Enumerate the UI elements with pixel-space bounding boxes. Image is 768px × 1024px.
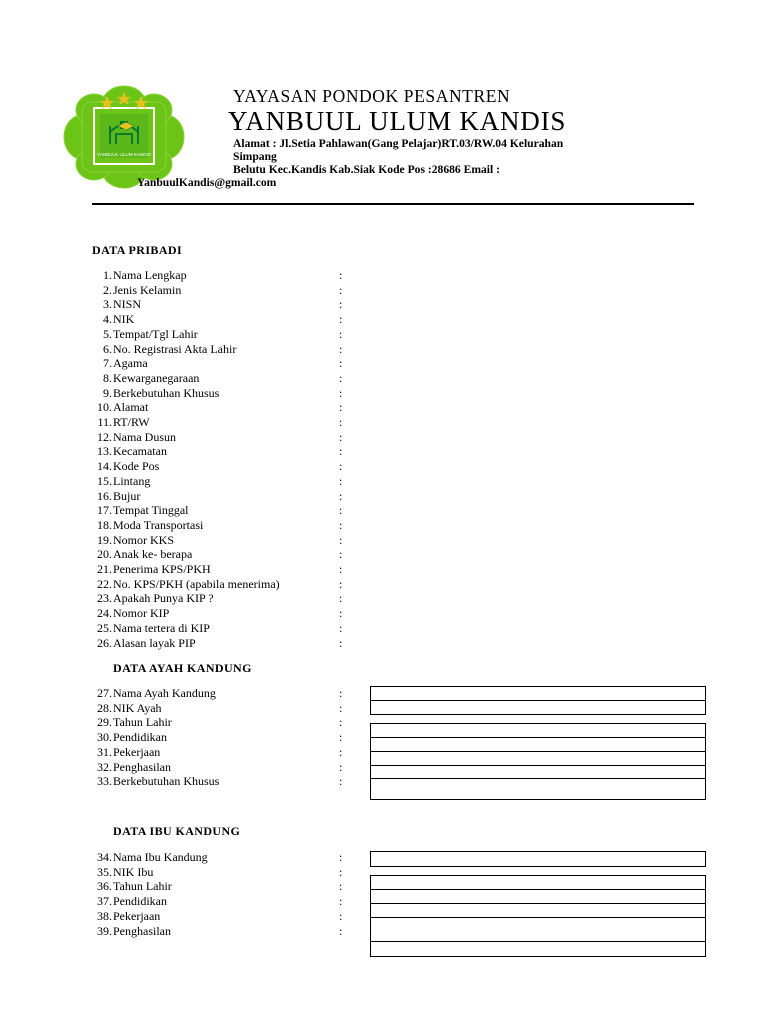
email-address: YanbuulKandis@gmail.com: [137, 176, 277, 189]
school-logo-emblem: [62, 82, 186, 190]
address-line-2: Simpang: [233, 150, 277, 163]
section-heading-data-pribadi: DATA PRIBADI: [92, 243, 183, 257]
section-heading-data-ayah: DATA AYAH KANDUNG: [113, 661, 252, 675]
field-penghasilan-ayah[interactable]: [370, 765, 706, 779]
school-title: YANBUUL ULUM KANDIS: [228, 106, 567, 136]
field-pendidikan-ibu[interactable]: [370, 889, 706, 904]
field-pekerjaan-ayah[interactable]: [370, 751, 706, 766]
field-nama-ayah[interactable]: [370, 686, 706, 701]
section-heading-data-ibu: DATA IBU KANDUNG: [113, 824, 241, 838]
foundation-subtitle: YAYASAN PONDOK PESANTREN: [233, 86, 511, 106]
header-divider: [92, 203, 694, 205]
logo-caption: YANBUUL ULUM KANDIS: [97, 152, 151, 157]
field-pekerjaan-ibu[interactable]: [370, 903, 706, 918]
field-tahun-lahir-ibu[interactable]: [370, 875, 706, 890]
field-berkebutuhan-khusus-ayah[interactable]: [370, 778, 706, 800]
field-extra-ibu[interactable]: [370, 941, 706, 957]
address-line-1: Alamat : Jl.Setia Pahlawan(Gang Pelajar)RT.03/RW.04 Kelurahan: [233, 137, 564, 150]
field-nama-ibu[interactable]: [370, 851, 706, 867]
field-tahun-lahir-ayah[interactable]: [370, 723, 706, 738]
field-pendidikan-ayah[interactable]: [370, 737, 706, 752]
school-logo: [62, 82, 186, 190]
field-nik-ayah[interactable]: [370, 700, 706, 715]
address-line-3: Belutu Kec.Kandis Kab.Siak Kode Pos :28686 Email :: [233, 163, 501, 176]
field-penghasilan-ibu[interactable]: [370, 917, 706, 942]
